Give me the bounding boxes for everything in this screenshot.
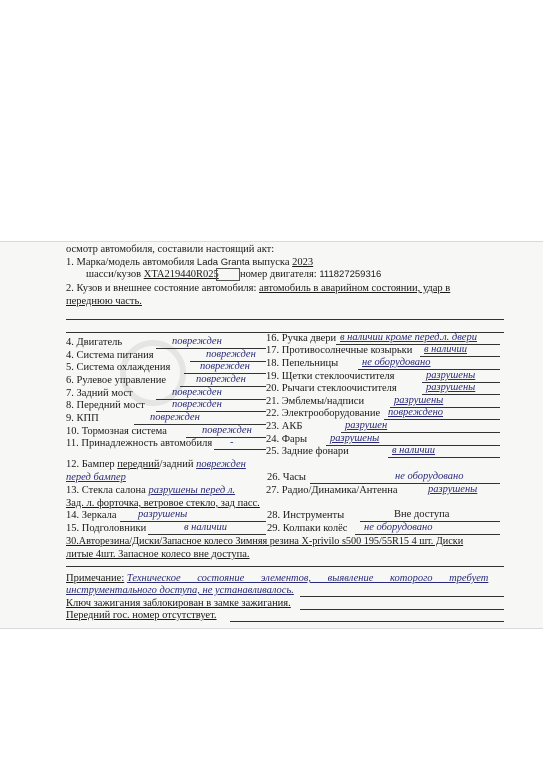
right-item-value: разрушены [426,370,476,381]
bumper-row [66,459,246,471]
left-item-value: поврежден [172,399,222,410]
left-item-value: поврежден [196,374,246,385]
clock-label: 26. Часы [267,472,306,483]
body-condition-row [66,283,450,295]
left-item-label: 5. Система охлаждения [66,362,171,373]
bumper-value: поврежден [196,459,246,470]
left-item-underline [214,449,266,450]
vin-redaction-box [216,268,240,281]
left-item-value: поврежден [200,361,250,372]
inspection-act-document [0,242,543,628]
left-item-label: 8. Передний мост [66,400,145,411]
glass-value-2: Зад. л. форточка, ветровое стекло, зад пасс. [66,498,260,509]
rule-1 [66,319,504,320]
right-item-label: 20. Рычаги стеклоочистителя [266,383,397,394]
engine-row [240,269,381,281]
note-underline-4 [230,621,504,622]
hubcaps-label: 29. Колпаки колёс [267,523,348,534]
right-item-label: 17. Противосолнечные козырьки [266,345,413,356]
left-item-label: 4. Двигатель [66,337,123,348]
tools-row [267,510,344,522]
mirrors-row [66,510,117,522]
body-condition-label: 2. Кузов и внешнее состояние автомобиля: [66,283,257,294]
right-item-label: 19. Щетки стеклоочистителя [266,371,395,382]
left-item-value: поврежден [172,336,222,347]
make-model-value: Lada Granta [196,257,250,268]
tires-line-1: 30.Авторезина/Диски/Запасное колесо Зимняя резина X-privilo s500 195/55R15 4 шт. Диски [66,536,464,547]
right-item-value: в наличии [424,344,467,355]
glass-value: разрушены перед л. [148,485,236,496]
tools-value: Вне доступа [394,509,450,520]
bumper-label: 12. Бампер [66,459,115,470]
bumper-rear-label: /задний [159,459,194,470]
note-underline-3 [300,609,504,610]
left-item-value: - [230,437,234,448]
right-item-underline [420,356,500,357]
headrests-underline [148,534,266,535]
blank-bottom-area [0,628,543,769]
glass-row [66,485,235,497]
tires-line-2: литые 4шт. Запасное колесо вне доступа. [66,549,250,560]
note-row [66,573,506,585]
left-item-label: 6. Рулевое управление [66,375,166,386]
left-item-value: поврежден [202,425,252,436]
body-condition-value-1: автомобиль в аварийном состоянии, удар в [259,283,451,294]
right-item-value: разрушены [394,395,444,406]
bumper-front-label: передний [117,459,160,470]
vin-value: XTA219440R025 [143,269,219,280]
note-line-4: Передний гос. номер отсутствует. [66,610,217,621]
vin-row [86,269,219,281]
note-label: Примечание: [66,573,125,584]
left-item-label: 10. Тормозная система [66,426,167,437]
note-underline-2 [300,596,504,597]
right-item-value: в наличии [392,445,435,456]
note-line-1: Техническое состояние элементов, выявление которого требует [126,573,489,584]
year-value: 2023 [292,257,314,268]
right-item-label: 25. Задние фонари [266,446,349,457]
headrests-value: в наличии [184,522,227,533]
note-line-2: инструментального доступа, не устанавливалось. [66,585,294,596]
glass-label: 13. Стекла салона [66,485,146,496]
engine-value: 111827259316 [319,269,382,280]
headrests-label: 15. Подголовники [66,523,147,534]
engine-label: номер двигателя: [240,269,317,280]
blank-top-area [0,0,543,242]
right-item-value: разрушены [426,382,476,393]
left-item-label: 11. Принадлежность автомобиля [66,438,213,449]
headrests-row [66,523,146,535]
body-condition-value-2: переднюю часть. [66,296,142,307]
make-model-label-text: 1. Марка/модель автомобиля [66,257,195,268]
right-item-value: разрушен [345,420,388,431]
left-item-label: 4. Система питания [66,350,154,361]
right-item-label: 16. Ручка двери [266,333,337,344]
left-item-label: 9. КПП [66,413,99,424]
clock-value: не оборудовано [395,471,464,482]
right-item-value: в наличии кроме перед.л. двери [340,332,477,343]
tools-label: 28. Инструменты [267,510,345,521]
radio-value: разрушены [428,484,478,495]
header-line: осмотр автомобиля, составили настоящий акт: [66,244,275,255]
right-item-value: повреждено [388,407,444,418]
radio-label: 27. Радио/Динамика/Антенна [266,485,398,496]
hubcaps-underline [355,534,500,535]
rule-3 [66,566,504,567]
right-item-value: разрушены [330,433,380,444]
right-item-underline [384,419,500,420]
left-item-value: поврежден [150,412,200,423]
right-item-label: 21. Эмблемы/надписи [266,396,365,407]
note-line-3: Ключ зажигания заблокирован в замке зажигания. [66,598,291,609]
left-item-label: 7. Задний мост [66,388,133,399]
left-item-value: поврежден [172,387,222,398]
clock-row [267,472,306,484]
bumper-value-2: перед бампер [66,472,126,483]
make-model-label [66,257,313,269]
right-item-label: 23. АКБ [266,421,303,432]
left-item-value: поврежден [206,349,256,360]
right-item-label: 18. Пепельницы [266,358,339,369]
right-item-underline [388,457,500,458]
vin-label: шасси/кузов [86,269,142,280]
hubcaps-value: не оборудовано [364,522,433,533]
year-label: выпуска [252,257,290,268]
mirrors-value: разрушены [138,509,188,520]
radio-row [266,485,398,497]
hubcaps-row [267,523,347,535]
mirrors-label: 14. Зеркала [66,510,117,521]
right-item-value: не оборудовано [362,357,431,368]
right-item-label: 22. Электрооборудование [266,408,381,419]
right-item-label: 24. Фары [266,434,308,445]
